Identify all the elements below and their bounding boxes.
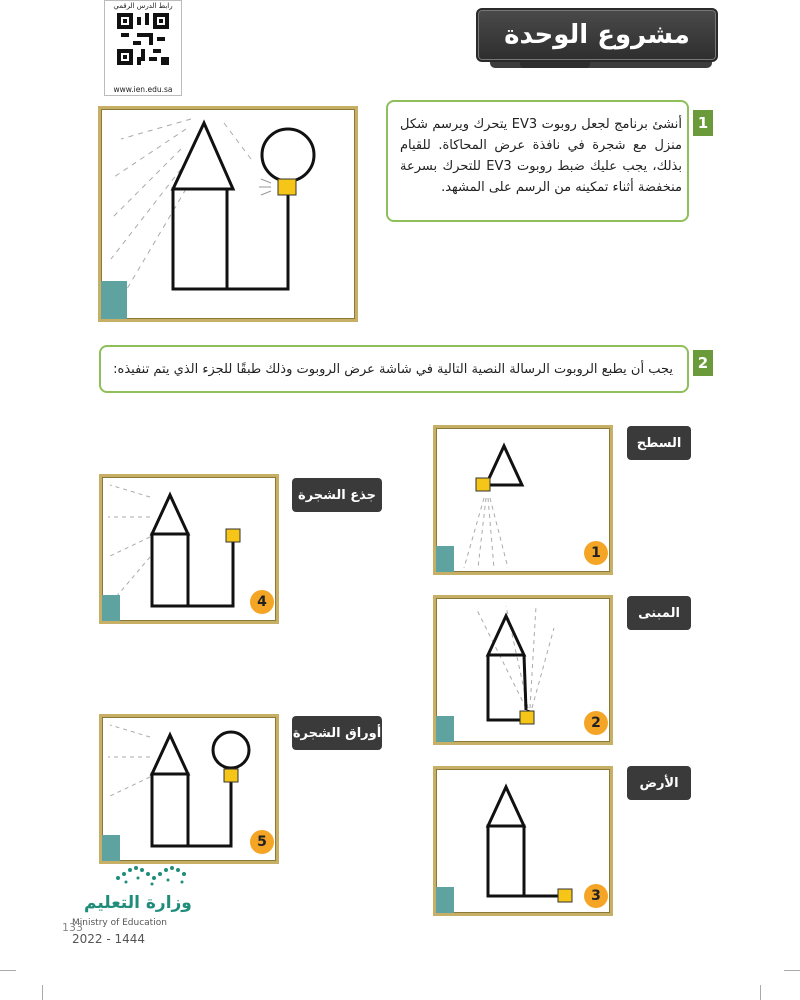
scene-corner-tile — [101, 281, 127, 319]
step-1-badge: 1 — [584, 541, 608, 565]
qr-label: رابط الدرس الرقمي — [113, 2, 173, 10]
qr-code-icon[interactable] — [117, 13, 169, 65]
scene-step-1-roof — [433, 425, 613, 575]
scene-step-3-ground — [433, 766, 613, 916]
scene-full-house-tree — [98, 106, 358, 322]
ministry-logo-dots-icon — [112, 856, 202, 888]
page-title — [476, 8, 718, 62]
step-5-badge: 5 — [250, 830, 274, 854]
qr-url[interactable]: www.ien.edu.sa — [113, 85, 173, 94]
step-2-badge: 2 — [584, 711, 608, 735]
crop-mark — [760, 985, 761, 1000]
ministry-name-en: Ministry of Education — [72, 918, 167, 928]
edition-year: 2022 - 1444 — [72, 932, 146, 946]
scene-corner-tile — [102, 595, 120, 621]
step-1-label: السطح — [627, 426, 691, 460]
task-1-box — [386, 100, 689, 222]
scene-corner-tile — [436, 716, 454, 742]
house-tree-drawing — [101, 109, 361, 325]
step-3-label: الأرض — [627, 766, 691, 800]
step-4-label: جذع الشجرة — [292, 478, 382, 512]
page-title-text: مشروع الوحدة — [504, 20, 690, 50]
step-5-label: أوراق الشجرة — [292, 716, 382, 750]
scene-corner-tile — [436, 546, 454, 572]
task-1-text: أنشئ برنامج لجعل روبوت EV3 يتحرك ويرسم شكل منزل مع شجرة في نافذة عرض المحاكاة. للقيام بذلك، يجب عليك ضبط روبوت EV3 للتحرك بسرعة منخفضة أثناء تمكينه من الرسم على المشهد. — [400, 117, 683, 195]
page-number: 133 — [62, 921, 83, 934]
scene-step-5-leaves — [99, 714, 279, 864]
scene-step-2-building — [433, 595, 613, 745]
lesson-qr-block[interactable] — [104, 0, 182, 96]
scene-step-4-trunk — [99, 474, 279, 624]
task-2-number-badge: 2 — [693, 350, 713, 376]
task-2-text: يجب أن يطبع الروبوت الرسالة النصية التالية في شاشة عرض الروبوت وذلك طبقًا للجزء الذي يتم تنفيذه: — [113, 362, 673, 377]
step-2-label: المبنى — [627, 596, 691, 630]
task-1-number-badge: 1 — [693, 110, 713, 136]
ministry-name-ar: وزارة التعليم — [84, 893, 192, 913]
step-4-badge: 4 — [250, 590, 274, 614]
step-3-badge: 3 — [584, 884, 608, 908]
scene-corner-tile — [436, 887, 454, 913]
crop-mark — [784, 970, 800, 971]
crop-mark — [42, 985, 43, 1000]
task-2-box — [99, 345, 689, 393]
crop-mark — [0, 970, 16, 971]
